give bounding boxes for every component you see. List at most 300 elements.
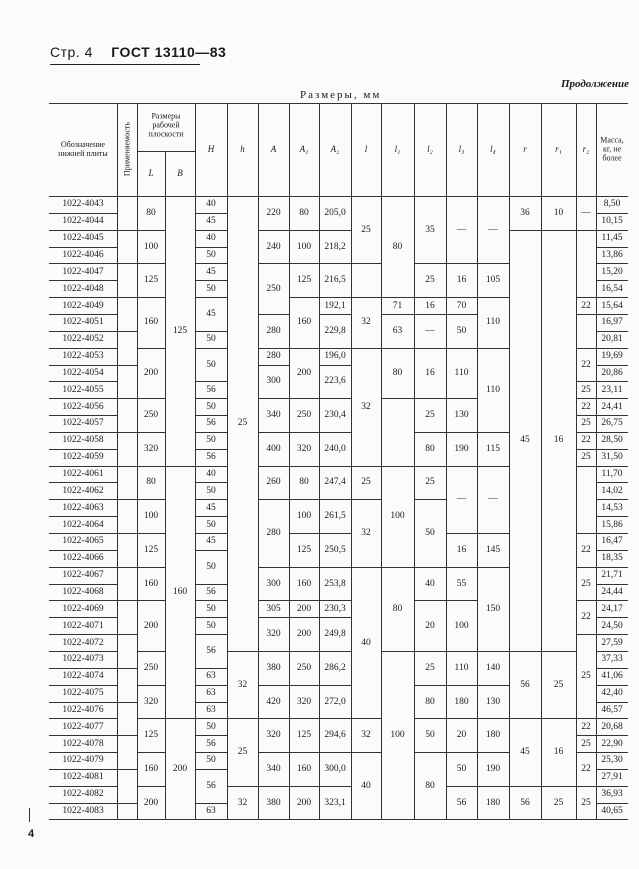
column-rule: [117, 103, 118, 819]
value-l2: 25: [425, 275, 435, 286]
value-H: 56: [206, 738, 216, 749]
row-rule: [49, 516, 117, 517]
cell-rule: [137, 432, 165, 433]
value-l4: 130: [485, 696, 501, 707]
value-l3: 16: [456, 544, 467, 555]
page-header: [50, 44, 240, 60]
cell-rule: [319, 600, 351, 601]
value-l4: —: [488, 494, 498, 505]
cell-rule: [576, 786, 596, 787]
cell-rule: [195, 499, 227, 500]
standard-number: ГОСТ 13110—83: [111, 44, 227, 60]
mass-value: 18,35: [601, 553, 623, 564]
value-H: 40: [206, 233, 216, 244]
column-rule: [596, 103, 597, 819]
plate-designation: 1022-4052: [62, 334, 104, 345]
column-rule: [381, 103, 382, 819]
value-r2: 25: [581, 671, 591, 682]
value-H: 50: [206, 435, 216, 446]
row-rule: [49, 466, 117, 467]
mass-value: 15,86: [601, 519, 623, 530]
cell-rule: [258, 718, 289, 719]
value-r1: 16: [553, 435, 564, 446]
mass-value: 28,50: [601, 435, 623, 446]
value-r2: 25: [581, 384, 591, 395]
value-H: 56: [206, 452, 216, 463]
value-H: 50: [206, 755, 216, 766]
value-A: 320: [266, 730, 281, 741]
col-h-header: h: [240, 144, 245, 154]
cell-rule: [446, 600, 477, 601]
cell-rule: [541, 786, 576, 787]
mass-value: 20,68: [601, 721, 623, 732]
cell-rule: [195, 634, 227, 635]
cell-rule: [319, 685, 351, 686]
cell-rule: [381, 466, 414, 467]
cell-rule: [414, 567, 446, 568]
value-A2: 229,8: [324, 325, 346, 336]
cell-rule: [137, 752, 165, 753]
cell-rule: [319, 499, 351, 500]
cell-rule: [258, 786, 289, 787]
cell-rule: [137, 398, 165, 399]
value-A2: 218,2: [324, 241, 346, 252]
cell-rule: [137, 499, 165, 500]
cell-rule: [509, 651, 541, 652]
value-H: 56: [206, 780, 216, 791]
cell-rule: [195, 685, 227, 686]
value-A2: 323,1: [324, 797, 346, 808]
cell-rule: [258, 567, 289, 568]
cell-rule: [195, 702, 227, 703]
value-H: 56: [206, 586, 216, 597]
value-l3: 70: [456, 300, 467, 311]
cell-rule: [165, 466, 195, 467]
mass-value: 36,93: [601, 789, 623, 800]
cell-rule: [319, 718, 351, 719]
column-rule: [351, 103, 352, 819]
row-rule: [596, 685, 628, 686]
row-rule: [596, 735, 628, 736]
cell-rule: [477, 685, 509, 686]
value-A: 320: [266, 629, 281, 640]
cell-rule: [477, 263, 509, 264]
cell-rule: [477, 533, 509, 534]
row-rule: [49, 297, 117, 298]
mass-value: 24,50: [601, 620, 623, 631]
value-r1: 25: [553, 797, 564, 808]
row-rule: [596, 398, 628, 399]
row-rule: [117, 769, 137, 770]
row-rule: [49, 769, 117, 770]
mass-value: 11,70: [601, 469, 623, 480]
row-rule: [49, 567, 117, 568]
row-rule: [596, 263, 628, 264]
row-rule: [49, 482, 117, 483]
value-B: 125: [172, 325, 188, 336]
cell-rule: [414, 752, 446, 753]
value-A1: 160: [296, 763, 312, 774]
value-A2: 196,0: [324, 351, 346, 362]
plate-designation: 1022-4076: [62, 704, 104, 715]
cell-rule: [137, 348, 165, 349]
value-A: 260: [266, 477, 281, 488]
mass-value: 11,45: [601, 233, 623, 244]
mass-value: 24,44: [601, 586, 623, 597]
cell-rule: [414, 398, 446, 399]
value-l4: 190: [485, 763, 501, 774]
value-r: 45: [520, 435, 530, 446]
mass-value: 24,41: [601, 401, 623, 412]
cell-rule: [351, 297, 381, 298]
cell-rule: [137, 786, 165, 787]
value-l4: 105: [485, 275, 501, 286]
row-rule: [596, 230, 628, 231]
cell-rule: [576, 314, 596, 315]
cell-rule: [289, 230, 319, 231]
value-A: 280: [266, 351, 281, 362]
row-rule: [117, 600, 137, 601]
value-A1: 100: [296, 241, 312, 252]
row-rule: [49, 415, 117, 416]
plate-designation: 1022-4065: [62, 536, 104, 547]
cell-rule: [195, 348, 227, 349]
cell-rule: [289, 533, 319, 534]
value-A2: 230,3: [324, 603, 346, 614]
cell-rule: [137, 263, 165, 264]
row-rule: [117, 567, 137, 568]
value-L: 200: [143, 797, 159, 808]
value-l2: 25: [425, 662, 435, 673]
value-A2: 247,4: [324, 477, 346, 488]
value-A2: 300,0: [324, 763, 346, 774]
column-rule: [227, 103, 228, 819]
cell-rule: [195, 600, 227, 601]
row-rule: [49, 280, 117, 281]
row-rule: [596, 786, 628, 787]
value-H: 63: [206, 671, 216, 682]
cell-rule: [195, 297, 227, 298]
cell-rule: [137, 466, 165, 467]
value-H: 63: [206, 806, 216, 817]
row-rule: [49, 398, 117, 399]
value-H: 63: [206, 688, 216, 699]
row-rule: [49, 213, 117, 214]
col-A2-header: A₂: [330, 144, 340, 154]
cell-rule: [195, 280, 227, 281]
cell-rule: [289, 499, 319, 500]
value-h: 32: [237, 797, 248, 808]
value-A1: 80: [299, 207, 309, 218]
value-H: 50: [206, 401, 216, 412]
mass-value: 37,33: [601, 654, 623, 665]
value-H: 50: [206, 485, 216, 496]
row-rule: [596, 533, 628, 534]
cell-rule: [576, 634, 596, 635]
cell-rule: [414, 651, 446, 652]
row-rule: [596, 718, 628, 719]
working-surface-rule: [137, 151, 195, 152]
cell-rule: [319, 297, 351, 298]
cell-rule: [477, 651, 509, 652]
plate-designation: 1022-4054: [62, 367, 104, 378]
applicability-header: Применяемость: [122, 121, 132, 177]
value-l2: —: [425, 325, 435, 336]
plate-designation: 1022-4044: [62, 216, 104, 227]
value-H: 50: [206, 721, 216, 732]
value-L: 320: [143, 696, 159, 707]
value-l4: 150: [485, 603, 501, 614]
value-A1: 200: [296, 629, 312, 640]
cell-rule: [414, 432, 446, 433]
value-H: 63: [206, 704, 216, 715]
value-l2: 16: [425, 367, 435, 378]
row-rule: [117, 735, 137, 736]
value-r2: 25: [581, 418, 591, 429]
cell-rule: [446, 466, 477, 467]
cell-rule: [414, 499, 446, 500]
plate-designation: 1022-4066: [62, 553, 104, 564]
col-l-header: l: [364, 144, 368, 154]
value-A: 420: [266, 696, 281, 707]
cell-rule: [165, 718, 195, 719]
col-r-header: r: [523, 144, 527, 154]
value-L: 100: [143, 241, 159, 252]
mass-value: 25,30: [601, 755, 623, 766]
value-H: 45: [206, 216, 216, 227]
value-l: 40: [361, 780, 371, 791]
value-A1: 200: [296, 797, 312, 808]
plate-designation: 1022-4081: [62, 772, 104, 783]
row-rule: [596, 584, 628, 585]
mass-value: 24,17: [601, 603, 623, 614]
row-rule: [49, 702, 117, 703]
cell-rule: [446, 348, 477, 349]
value-r2: 22: [581, 612, 591, 623]
plate-designation: 1022-4048: [62, 283, 104, 294]
value-r2: —: [581, 207, 591, 218]
value-r2: 25: [581, 738, 591, 749]
working-surface-header: Размеры рабочей плоскости: [148, 111, 184, 139]
value-l3: 130: [454, 410, 469, 421]
value-A2: 249,8: [324, 629, 346, 640]
value-H: 45: [206, 308, 216, 319]
plate-designation: 1022-4068: [62, 586, 104, 597]
mass-value: 15,64: [601, 300, 623, 311]
plate-designation: 1022-4051: [62, 317, 104, 328]
value-H: 40: [206, 199, 216, 210]
value-H: 50: [206, 359, 216, 370]
value-l2: 35: [425, 224, 435, 235]
dimensions-table: [49, 103, 628, 819]
value-L: 160: [143, 317, 159, 328]
row-rule: [49, 348, 117, 349]
row-rule: [117, 634, 137, 635]
value-A: 380: [266, 662, 281, 673]
row-rule: [117, 803, 137, 804]
value-l: 32: [361, 730, 371, 741]
row-rule: [49, 314, 117, 315]
row-rule: [596, 213, 628, 214]
plate-designation: 1022-4043: [62, 199, 104, 210]
cell-rule: [319, 752, 351, 753]
cell-rule: [137, 600, 165, 601]
value-h: 25: [237, 747, 248, 758]
value-A: 300: [266, 578, 281, 589]
mass-value: 15,20: [601, 266, 623, 277]
value-l4: 115: [486, 443, 500, 454]
column-rule: [414, 103, 415, 819]
plate-designation: 1022-4077: [62, 721, 104, 732]
row-rule: [596, 550, 628, 551]
col-l3-header: l₃: [458, 144, 465, 154]
row-rule: [596, 247, 628, 248]
mass-value: 10,15: [601, 216, 623, 227]
value-H: 50: [206, 249, 216, 260]
cell-rule: [319, 786, 351, 787]
cell-rule: [576, 466, 596, 467]
cell-rule: [137, 297, 165, 298]
value-l1: 80: [392, 603, 403, 614]
row-rule: [117, 533, 137, 534]
mass-value: 21,71: [601, 570, 623, 581]
cell-rule: [195, 533, 227, 534]
row-rule: [49, 786, 117, 787]
cell-rule: [319, 651, 351, 652]
cell-rule: [319, 398, 351, 399]
row-rule: [117, 499, 137, 500]
mass-value: 14,02: [601, 485, 623, 496]
cell-rule: [319, 263, 351, 264]
plate-designation: 1022-4071: [62, 620, 104, 631]
mass-value: 31,50: [601, 452, 623, 463]
value-l3: 180: [454, 696, 469, 707]
value-H: 50: [206, 334, 216, 345]
value-l3: 100: [454, 620, 469, 631]
value-l2: 40: [425, 578, 435, 589]
cell-rule: [319, 365, 351, 366]
value-l: 32: [361, 528, 371, 538]
value-A1: 250: [296, 410, 312, 421]
cell-rule: [319, 432, 351, 433]
value-L: 80: [146, 477, 156, 488]
cell-rule: [289, 617, 319, 618]
cell-rule: [258, 365, 289, 366]
value-r1: 25: [553, 679, 564, 690]
value-H: 45: [206, 502, 216, 513]
value-l3: —: [456, 494, 467, 505]
row-rule: [49, 651, 117, 652]
column-rule: [477, 103, 478, 819]
row-rule: [49, 752, 117, 753]
cell-rule: [576, 752, 596, 753]
cell-rule: [576, 449, 596, 450]
row-rule: [596, 668, 628, 669]
cell-rule: [258, 600, 289, 601]
row-rule: [117, 432, 137, 433]
row-rule: [596, 651, 628, 652]
cell-rule: [446, 533, 477, 534]
cell-rule: [509, 230, 541, 231]
value-l3: 50: [456, 325, 467, 336]
cell-rule: [195, 668, 227, 669]
value-H: 45: [206, 536, 216, 547]
cell-rule: [137, 685, 165, 686]
value-A: 250: [266, 283, 281, 294]
plate-designation: 1022-4075: [62, 688, 104, 699]
value-l: 40: [361, 637, 371, 648]
cell-rule: [137, 230, 165, 231]
column-rule: [541, 103, 542, 819]
value-L: 250: [143, 662, 159, 673]
row-rule: [596, 567, 628, 568]
value-h: 32: [237, 679, 248, 690]
value-H: 56: [206, 645, 216, 656]
value-A2: 240,0: [324, 443, 346, 454]
cell-rule: [195, 516, 227, 517]
plate-designation: 1022-4067: [62, 570, 104, 581]
value-L: 200: [143, 367, 159, 378]
cell-rule: [351, 348, 381, 349]
value-l3: 190: [454, 443, 469, 454]
value-l3: 16: [456, 275, 467, 286]
value-l: 25: [361, 224, 371, 235]
row-rule: [49, 381, 117, 382]
cell-rule: [509, 786, 541, 787]
value-B: 200: [172, 763, 188, 774]
column-rule: [258, 103, 259, 819]
plate-designation: 1022-4078: [62, 738, 104, 749]
value-A1: 80: [299, 477, 309, 488]
row-rule: [117, 230, 137, 231]
value-l1: 63: [392, 325, 403, 336]
col-l4-header: l₄: [490, 144, 496, 154]
value-A: 400: [266, 443, 281, 454]
cell-rule: [446, 651, 477, 652]
cell-rule: [137, 533, 165, 534]
row-rule: [49, 634, 117, 635]
cell-rule: [258, 314, 289, 315]
value-A: 220: [266, 207, 281, 218]
plate-designation: 1022-4045: [62, 233, 104, 244]
plate-designation: 1022-4072: [62, 637, 104, 648]
cell-rule: [289, 685, 319, 686]
table-bottom-rule: [49, 819, 628, 820]
value-l3: 20: [456, 730, 467, 741]
value-A2: 216,5: [324, 275, 346, 286]
value-l3: 50: [456, 763, 467, 774]
value-A: 340: [266, 763, 281, 774]
value-l3: 110: [454, 662, 469, 673]
cell-rule: [477, 786, 509, 787]
value-A2: 272,0: [324, 696, 346, 707]
cell-rule: [258, 348, 289, 349]
value-A: 300: [266, 376, 281, 387]
cell-rule: [381, 567, 414, 568]
cell-rule: [227, 786, 258, 787]
value-l4: 140: [485, 662, 501, 673]
cell-rule: [258, 685, 289, 686]
row-rule: [596, 331, 628, 332]
cell-rule: [351, 752, 381, 753]
value-H: 50: [206, 283, 216, 294]
cell-rule: [446, 786, 477, 787]
continuation-label: Продолжение: [560, 78, 629, 90]
plate-designation: 1022-4069: [62, 603, 104, 614]
row-rule: [596, 600, 628, 601]
cell-rule: [258, 398, 289, 399]
value-l2: 16: [425, 300, 435, 311]
